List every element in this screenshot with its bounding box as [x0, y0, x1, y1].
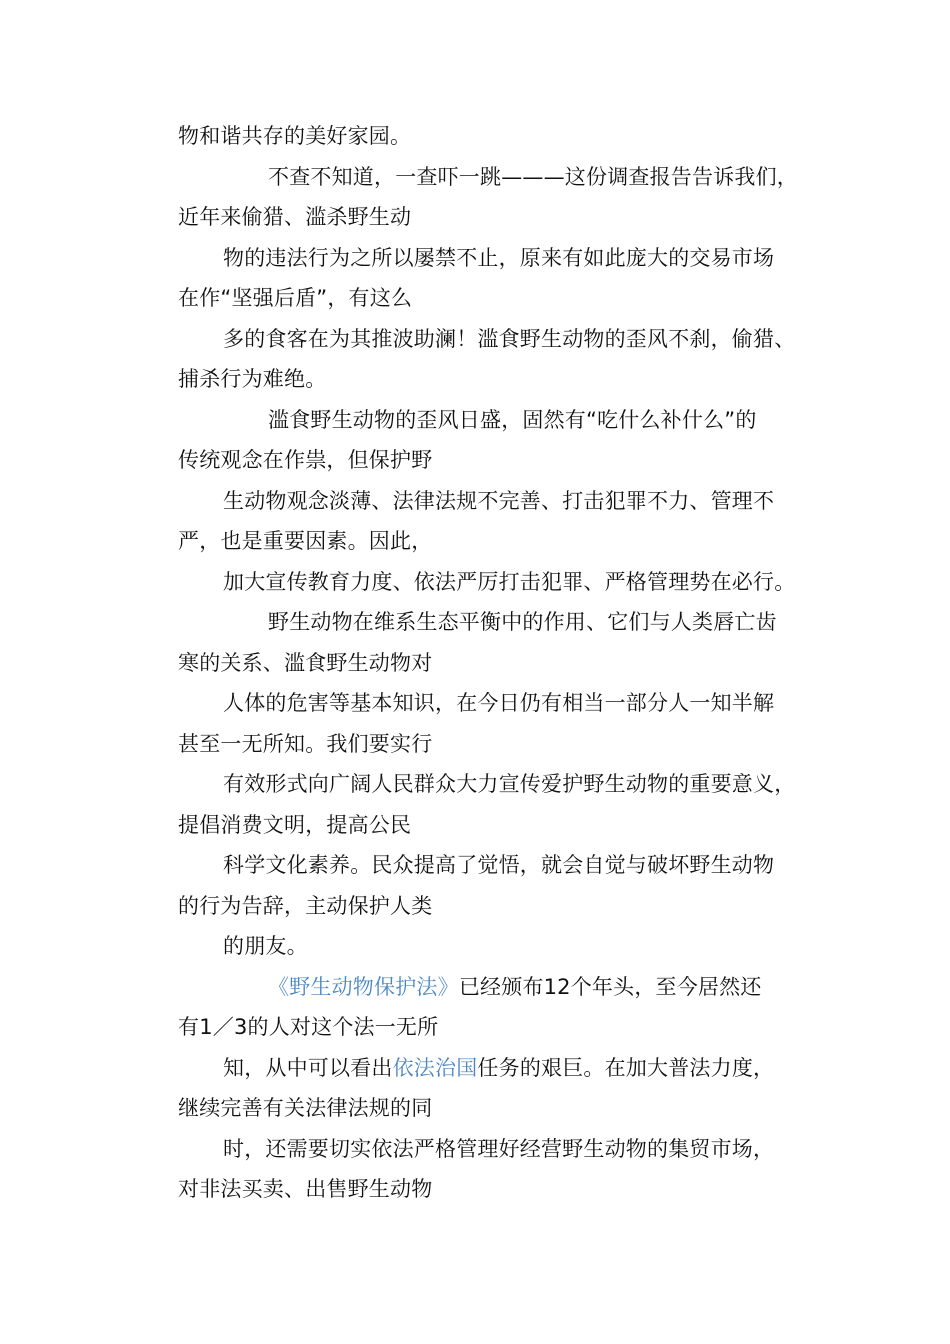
- text-span: 已经颁布12个年头，至今居然还: [458, 975, 762, 999]
- text-line: 寒的关系、滥食野生动物对: [178, 651, 433, 675]
- text-line: 不查不知道，一查吓一跳———这份调查报告告诉我们，: [268, 165, 798, 189]
- text-line: 生动物观念淡薄、法律法规不完善、打击犯罪不力、管理不: [223, 489, 775, 513]
- text-line: 物的违法行为之所以屡禁不止，原来有如此庞大的交易市场: [223, 246, 775, 270]
- text-line: 物和谐共存的美好家园。: [178, 124, 412, 148]
- text-line: [223, 1054, 774, 1082]
- text-line: 有1／3的人对这个法一无所: [178, 1015, 439, 1039]
- text-line: 野生动物在维系生态平衡中的作用、它们与人类唇亡齿: [268, 610, 777, 634]
- rule-of-law-link[interactable]: 依法治国: [392, 1056, 478, 1080]
- text-line: 传统观念在作祟，但保护野: [178, 448, 433, 472]
- text-line: 人体的危害等基本知识，在今日仍有相当一部分人一知半解: [223, 691, 775, 715]
- law-title-link[interactable]: 《野生动物保护法》: [268, 975, 459, 999]
- text-line: 捕杀行为难绝。: [178, 367, 327, 391]
- text-line: 滥食野生动物的歪风日盛，固然有“吃什么补什么”的: [268, 408, 757, 432]
- text-span: 知，从中可以看出: [223, 1056, 393, 1080]
- text-line: 的朋友。: [223, 934, 308, 958]
- text-line: 提倡消费文明，提高公民: [178, 813, 412, 837]
- text-line: 时，还需要切实依法严格管理好经营野生动物的集贸市场，: [223, 1137, 775, 1161]
- text-line: 对非法买卖、出售野生动物: [178, 1177, 433, 1201]
- text-line: 甚至一无所知。我们要实行: [178, 732, 433, 756]
- text-line: 加大宣传教育力度、依法严厉打击犯罪、严格管理势在必行。: [223, 570, 796, 594]
- text-line: 在作“坚强后盾”，有这么: [178, 286, 413, 310]
- text-line: 的行为告辞，主动保护人类: [178, 894, 433, 918]
- text-line: 近年来偷猎、滥杀野生动: [178, 205, 412, 229]
- text-line: 继续完善有关法律法规的同: [178, 1096, 433, 1120]
- text-line: 严，也是重要因素。因此，: [178, 529, 433, 553]
- text-line: 有效形式向广阔人民群众大力宣传爱护野生动物的重要意义，: [223, 772, 796, 796]
- text-line: 多的食客在为其推波助澜！滥食野生动物的歪风不刹，偷猎、: [223, 327, 796, 351]
- text-line: [268, 973, 762, 1001]
- text-span: 任务的艰巨。在加大普法力度，: [477, 1056, 775, 1080]
- text-line: 科学文化素养。民众提高了觉悟，就会自觉与破坏野生动物: [223, 853, 775, 877]
